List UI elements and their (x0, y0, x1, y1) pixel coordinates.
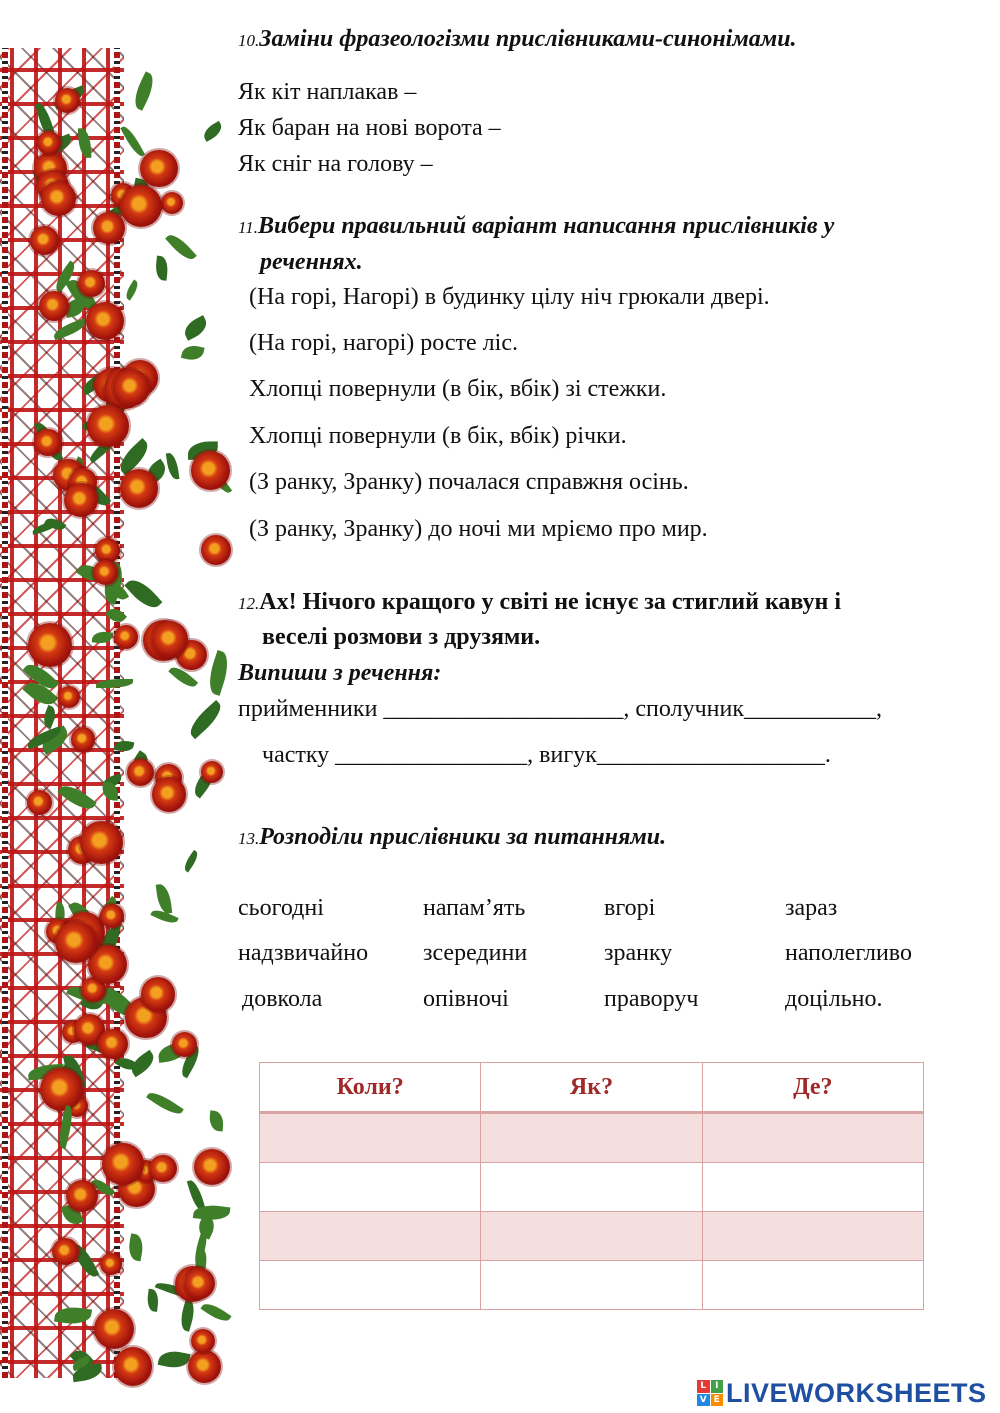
marigold-bloom-decoration (27, 790, 52, 815)
task11-title-line2: реченнях. (260, 249, 363, 275)
answer-cell[interactable] (260, 1212, 481, 1261)
leaf-decoration (181, 315, 210, 340)
leaf-decoration (124, 574, 162, 614)
task12-fill-line-1[interactable]: прийменники ____________________, сполучник___________, (238, 696, 882, 722)
marigold-bloom-decoration (28, 623, 72, 667)
marigold-bloom-decoration (120, 469, 158, 507)
marigold-bloom-decoration (80, 821, 123, 864)
answer-cell[interactable] (260, 1163, 481, 1212)
adverb-word: доцільно. (785, 986, 883, 1012)
logo-letter: L (697, 1380, 710, 1393)
marigold-bloom-decoration (201, 761, 223, 783)
leaf-decoration (166, 452, 180, 480)
task12-fill-line-2[interactable]: частку ________________, вигук___________________. (262, 742, 831, 768)
leaf-decoration (146, 1088, 184, 1118)
answer-cell[interactable] (702, 1212, 923, 1261)
marigold-bloom-decoration (191, 451, 230, 490)
marigold-bloom-decoration (58, 686, 80, 708)
marigold-bloom-decoration (94, 1309, 134, 1349)
leaf-decoration (208, 1110, 224, 1132)
task12-title-line1: Ах! Нічого кращого у світі не існує за стиглий кавун і (259, 589, 842, 615)
leaf-decoration (158, 1348, 191, 1371)
leaf-decoration (155, 256, 169, 281)
leaf-decoration (146, 1289, 160, 1312)
logo-letter: I (711, 1380, 724, 1393)
marigold-bloom-decoration (93, 212, 125, 244)
task10-heading (238, 26, 797, 53)
adverb-word: надзвичайно (238, 940, 369, 966)
leaf-decoration (185, 700, 226, 739)
leaf-decoration (58, 780, 98, 815)
column-header-how: Як? (481, 1063, 702, 1113)
marigold-bloom-decoration (141, 977, 176, 1012)
task11-sentence-1: (На горі, Нагорі) в будинку цілу ніч грюкали двері. (249, 284, 770, 310)
adverb-word: зранку (604, 940, 673, 966)
task11-sentence-4: Хлопці повернули (в бік, вбік) річки. (249, 423, 627, 449)
column-header-where: Де? (702, 1063, 923, 1113)
leaf-decoration (96, 679, 134, 688)
answer-cell[interactable] (260, 1261, 481, 1310)
answer-cell[interactable] (260, 1113, 481, 1163)
table-row (260, 1261, 924, 1310)
marigold-bloom-decoration (86, 302, 124, 340)
adverb-word: напам’ять (423, 895, 526, 921)
marigold-bloom-decoration (152, 777, 186, 811)
marigold-bloom-decoration (127, 759, 154, 786)
task11-sentence-5: (З ранку, Зранку) почалася справжня осінь. (249, 469, 689, 495)
adverb-word: зараз (785, 895, 838, 921)
marigold-bloom-decoration (114, 625, 138, 649)
adverb-word: праворуч (604, 986, 699, 1012)
leaf-decoration (105, 605, 127, 627)
adverb-word: довкола (242, 986, 323, 1012)
marigold-bloom-decoration (98, 1029, 128, 1059)
answer-cell[interactable] (481, 1113, 702, 1163)
adverb-sorting-table (259, 1062, 924, 1310)
marigold-bloom-decoration (30, 226, 59, 255)
answer-cell[interactable] (481, 1212, 702, 1261)
adverb-word: наполегливо (785, 940, 912, 966)
task10-number: 10. (238, 31, 260, 50)
table-row (260, 1113, 924, 1163)
task12-subtitle: Випиши з речення: (238, 660, 442, 686)
marigold-bloom-decoration (52, 1238, 79, 1265)
answer-cell[interactable] (702, 1261, 923, 1310)
marigold-bloom-decoration (39, 291, 69, 321)
marigold-bloom-decoration (161, 192, 183, 214)
task10-line-1: Як кіт наплакав – (238, 79, 417, 105)
leaf-decoration (120, 124, 145, 159)
leaf-decoration (41, 705, 59, 729)
task11-sentence-3: Хлопці повернули (в бік, вбік) зі стежки. (249, 376, 667, 402)
marigold-bloom-decoration (140, 150, 178, 188)
leaf-decoration (181, 849, 200, 872)
logo-letter: E (711, 1394, 724, 1407)
marigold-bloom-decoration (120, 185, 162, 227)
marigold-bloom-decoration (194, 1149, 230, 1185)
logo-mark-icon (697, 1380, 723, 1406)
leaf-decoration (54, 1304, 92, 1326)
leaf-decoration (180, 343, 204, 363)
table-header-row (260, 1063, 924, 1113)
marigold-bloom-decoration (149, 1155, 177, 1183)
leaf-decoration (204, 650, 233, 696)
leaf-decoration (165, 231, 196, 264)
marigold-bloom-decoration (55, 88, 80, 113)
adverb-word: опівночі (423, 986, 509, 1012)
marigold-bloom-decoration (34, 429, 61, 456)
logo-text: LIVEWORKSHEETS (726, 1377, 987, 1408)
marigold-bloom-decoration (95, 538, 120, 563)
answer-cell[interactable] (481, 1163, 702, 1212)
leaf-decoration (200, 121, 225, 142)
marigold-bloom-decoration (41, 181, 77, 217)
marigold-bloom-decoration (114, 1347, 152, 1385)
task12-heading (238, 589, 841, 616)
task10-line-2: Як баран на нові ворота – (238, 115, 501, 141)
task11-title-line1: Вибери правильний варіант написання прислівників у (258, 213, 835, 239)
leaf-decoration (92, 629, 114, 644)
adverb-word: сьогодні (238, 895, 324, 921)
task12-number: 12. (238, 594, 260, 613)
leaf-decoration (78, 128, 92, 158)
leaf-decoration (52, 319, 89, 341)
marigold-bloom-decoration (191, 1329, 215, 1353)
marigold-bloom-decoration (172, 1032, 197, 1057)
adverb-word: зсередини (423, 940, 528, 966)
leaf-decoration (114, 740, 135, 754)
column-header-when: Коли? (260, 1063, 481, 1113)
marigold-flowers-decoration (0, 48, 235, 1378)
task10-line-3: Як сніг на голову – (238, 151, 433, 177)
marigold-bloom-decoration (201, 535, 231, 565)
task11-sentence-2: (На горі, нагорі) росте ліс. (249, 330, 518, 356)
marigold-bloom-decoration (102, 1143, 143, 1184)
task12-title-line2: веселі розмови з друзями. (262, 624, 541, 650)
task13-number: 13. (238, 829, 260, 848)
marigold-bloom-decoration (64, 483, 99, 518)
marigold-bloom-decoration (100, 1253, 122, 1275)
leaf-decoration (44, 514, 67, 533)
answer-cell[interactable] (481, 1261, 702, 1310)
leaf-decoration (123, 279, 141, 300)
table-row (260, 1163, 924, 1212)
marigold-bloom-decoration (184, 1268, 215, 1299)
table-row (260, 1212, 924, 1261)
task11-heading (238, 213, 834, 240)
leaf-decoration (178, 1298, 198, 1331)
marigold-bloom-decoration (71, 727, 96, 752)
adverb-word: вгорі (604, 895, 656, 921)
marigold-bloom-decoration (66, 1180, 98, 1212)
marigold-bloom-decoration (113, 369, 150, 406)
leaf-decoration (127, 1233, 145, 1261)
task10-title: Заміни фразеологізми прислівниками-синонімами. (259, 26, 797, 52)
liveworksheets-logo (697, 1378, 987, 1408)
answer-cell[interactable] (702, 1113, 923, 1163)
answer-cell[interactable] (702, 1163, 923, 1212)
marigold-bloom-decoration (37, 131, 61, 155)
marigold-bloom-decoration (188, 1350, 221, 1383)
task13-title: Розподіли прислівники за питаннями. (259, 824, 667, 850)
task11-number: 11. (238, 218, 258, 237)
task11-sentence-6: (З ранку, Зранку) до ночі ми мріємо про мир. (249, 516, 708, 542)
marigold-bloom-decoration (100, 904, 124, 928)
task13-heading (238, 824, 666, 851)
leaf-decoration (200, 1300, 231, 1326)
marigold-bloom-decoration (87, 405, 129, 447)
logo-letter: V (697, 1394, 710, 1407)
leaf-decoration (129, 71, 158, 111)
marigold-bloom-decoration (78, 270, 105, 297)
